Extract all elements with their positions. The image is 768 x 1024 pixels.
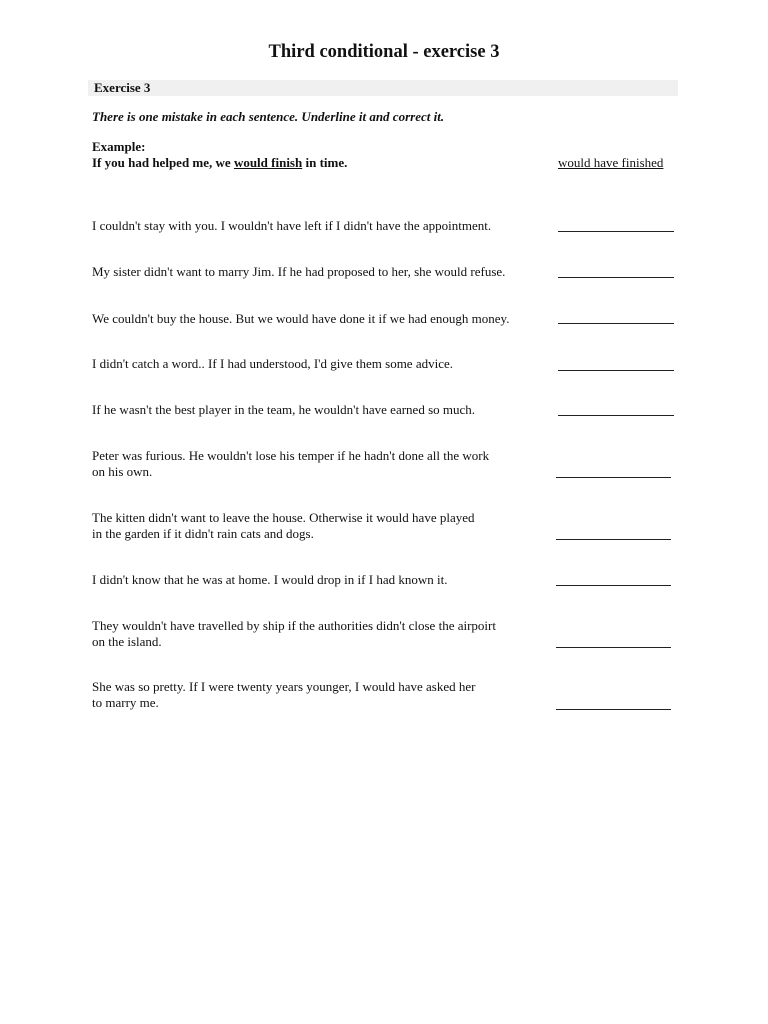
question-line: on his own. <box>92 464 153 479</box>
question-3 <box>92 311 552 327</box>
question-1 <box>92 218 552 234</box>
question-line: The kitten didn't want to leave the house. Otherwise it would have played <box>92 510 475 525</box>
answer-blank-8[interactable] <box>556 585 671 586</box>
example-sentence <box>92 155 347 171</box>
question-line: on the island. <box>92 634 162 649</box>
question-line: I didn't know that he was at home. I would drop in if I had known it. <box>92 572 448 587</box>
answer-blank-1[interactable] <box>558 231 674 232</box>
page-title: Third conditional - exercise 3 <box>268 42 500 62</box>
answer-blank-2[interactable] <box>558 277 674 278</box>
example-answer: would have finished <box>558 155 664 170</box>
question-5 <box>92 402 552 418</box>
example-heading: Example: <box>92 139 146 154</box>
question-7 <box>92 510 552 542</box>
answer-blank-6[interactable] <box>556 477 671 478</box>
instruction-text: There is one mistake in each sentence. Underline it and correct it. <box>92 109 445 124</box>
question-10 <box>92 679 552 711</box>
exercise-header-bar <box>88 80 678 96</box>
answer-blank-9[interactable] <box>556 647 671 648</box>
question-line: They wouldn't have travelled by ship if the authorities didn't close the airpoirt <box>92 618 496 633</box>
answer-blank-4[interactable] <box>558 370 674 371</box>
answer-blank-7[interactable] <box>556 539 671 540</box>
question-2 <box>92 264 552 280</box>
question-line: I didn't catch a word.. If I had understood, I'd give them some advice. <box>92 356 453 371</box>
question-line: My sister didn't want to marry Jim. If he had proposed to her, she would refuse. <box>92 264 506 279</box>
answer-blank-3[interactable] <box>558 323 674 324</box>
question-6 <box>92 448 552 480</box>
question-line: If he wasn't the best player in the team, he wouldn't have earned so much. <box>92 402 476 417</box>
answer-blank-10[interactable] <box>556 709 671 710</box>
question-line: She was so pretty. If I were twenty years younger, I would have asked her <box>92 679 476 694</box>
question-line: Peter was furious. He wouldn't lose his temper if he hadn't done all the work <box>92 448 490 463</box>
question-9 <box>92 618 552 650</box>
question-4 <box>92 356 552 372</box>
example-before: If you had helped me, we <box>92 155 234 170</box>
question-line: I couldn't stay with you. I wouldn't have left if I didn't have the appointment. <box>92 218 492 233</box>
example-mistake: would finish <box>233 155 303 170</box>
question-8 <box>92 572 552 588</box>
exercise-label: Exercise 3 <box>94 80 151 95</box>
question-line: in the garden if it didn't rain cats and dogs. <box>92 526 314 541</box>
question-line: to marry me. <box>92 695 159 710</box>
question-line: We couldn't buy the house. But we would have done it if we had enough money. <box>92 311 510 326</box>
answer-blank-5[interactable] <box>558 415 674 416</box>
example-after: in time. <box>302 155 348 170</box>
